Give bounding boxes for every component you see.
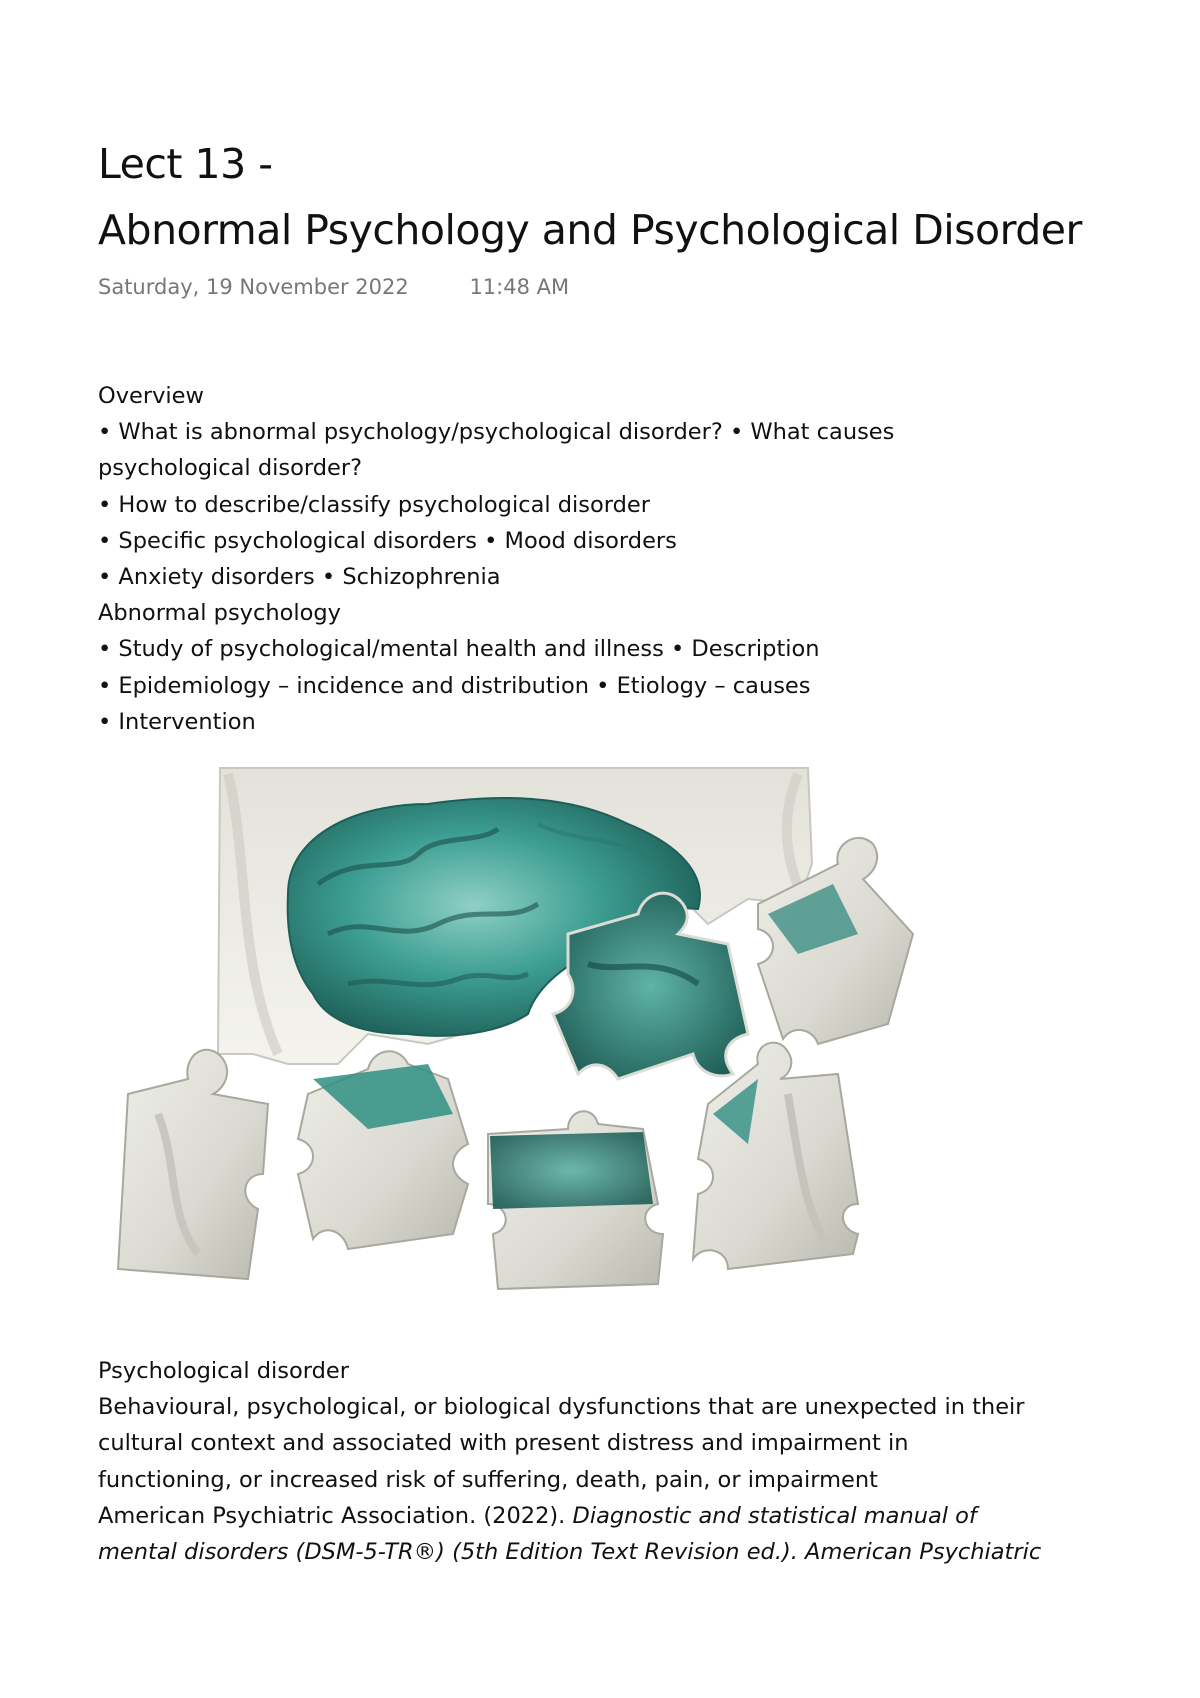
disorder-heading: Psychological disorder: [98, 1358, 349, 1384]
overview-line: • Specific psychological disorders • Mood disorders: [98, 527, 677, 554]
note-timestamp: [98, 275, 569, 299]
overview-heading: Overview: [98, 383, 204, 409]
note-body: [98, 378, 1118, 740]
page-cutoff: [0, 1566, 1200, 1698]
disorder-definition-line: cultural context and associated with present distress and impairment in: [98, 1430, 909, 1457]
brain-puzzle-image: [98, 734, 1002, 1351]
abnormal-psychology-line: • Study of psychological/mental health and illness • Description: [98, 636, 820, 663]
abnormal-psychology-heading: Abnormal psychology: [98, 600, 341, 627]
citation-line-2: [98, 1534, 1158, 1570]
note-title-line-2: Abnormal Psychology and Psychological Disorder: [98, 206, 1082, 254]
citation-title-part-1: Diagnostic and statistical manual of: [572, 1502, 977, 1529]
note-time: 11:48 AM: [469, 275, 570, 299]
overview-line: • Anxiety disorders • Schizophrenia: [98, 564, 501, 591]
citation-line-1: [98, 1498, 1158, 1534]
note-date: Saturday, 19 November 2022: [98, 275, 409, 299]
overview-line: • What is abnormal psychology/psychological disorder? • What causes: [98, 419, 895, 446]
overview-line: psychological disorder?: [98, 455, 363, 482]
disorder-definition-line: functioning, or increased risk of suffering, death, pain, or impairment: [98, 1466, 878, 1493]
disorder-definition-line: Behavioural, psychological, or biological dysfunctions that are unexpected in their: [98, 1394, 1025, 1421]
citation-title-part-2: mental disorders (DSM-5-TR®) (5th Edition Text Revision ed.). American Psychiatric: [98, 1539, 1042, 1566]
abnormal-psychology-line: • Epidemiology – incidence and distribution • Etiology – causes: [98, 672, 811, 699]
citation-author: American Psychiatric Association. (2022).: [98, 1502, 573, 1529]
abnormal-psychology-line: • Intervention: [98, 708, 256, 735]
overview-line: • How to describe/classify psychological disorder: [98, 491, 651, 518]
note-title-line-1: Lect 13 -: [98, 140, 273, 188]
